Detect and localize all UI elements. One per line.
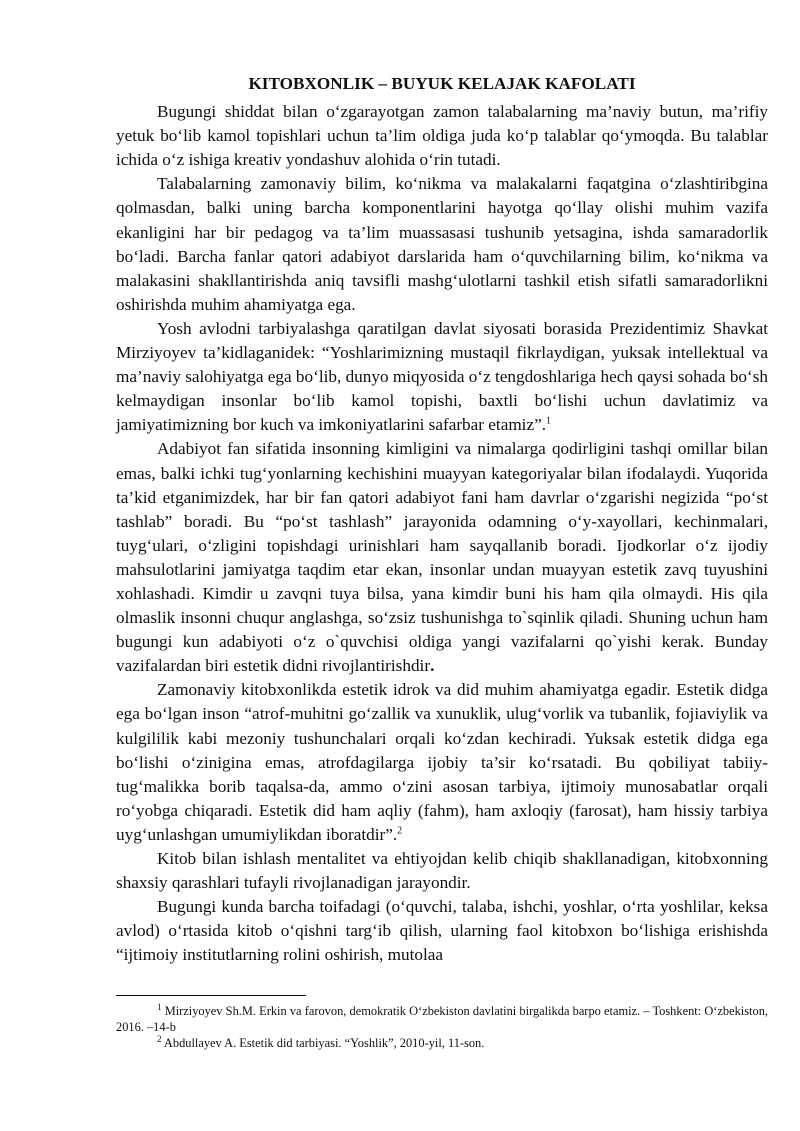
footnote: $^1$ Mirziyoyev Sh.M. Erkin va farovon, demokratik O‘zbekiston davlatini birgalikda barpo etamiz. – Toshkent: O‘zbekiston, 2016. –14-b	[116, 1001, 768, 1034]
footnotes	[116, 995, 768, 1051]
paragraph: Adabiyot fan sifatida insonning kimligini va nimalarga qodirligini tashqi omillar bilan emas, balki ichki tug‘yonlarning kechishini muayyan kategoriyalar bilan ifodalaydi. Yuqorida ta’kid etganimizdek, har bir fan qatori adabiyot fani ham davrlar o‘zgarishi negizida “po‘st tashlab” boradi. Bu “po‘st tashlash” jarayonida odamning o‘y-xayollari, kechinmalari, tuyg‘ulari, o‘zligini topishdagi urinishlari ham sayqallanib boradi. Ijodkorlar o‘z ijodiy mahsulotlarini jamiyatga taqdim etar ekan, insonlar undan muayyan estetik zavq tuyushini xohlashadi. Kimdir u zavqni tuya bilsa, yana kimdir buni his ham qila olmaydi. His qila olmaslik insonni chuqur anglashga, so‘zsiz tushunishga to`sqinlik qiladi. Shuning uchun ham bugungi kun adabiyoti o‘z o`quvchisi oldiga yangi vazifalarni qo`yishi kerak. Bunday vazifalardan biri estetik didni rivojlantirishdir.	[116, 439, 768, 676]
paragraph: Yosh avlodni tarbiyalashga qaratilgan davlat siyosati borasida Prezidentimiz Shavkat Mirziyoyev ta’kidlaganidek: “Yoshlarimizning mustaqil fikrlaydigan, yuksak intellektual va ma’naviy salohiyatga ega bo‘lib, dunyo miqyosida o‘z tengdoshlariga hech qaysi sohada bo‘sh kelmaydigan insonlar bo‘lib kamol topishi, baxtli bo‘lishi uchun davlatimiz va jamiyatimizning bor kuch va imkoniyatlarini safarbar etamiz”.$^1$	[116, 318, 769, 435]
footnote-number: 2	[157, 1033, 162, 1044]
footnote: $^2$ Abdullayev A. Estetik did tarbiyasi. “Yoshlik”, 2010-yil, 11-son.	[157, 1033, 485, 1050]
paragraph: Bugungi shiddat bilan o‘zgarayotgan zamon talabalarning ma’naviy butun, ma’rifiy yetuk bo‘lib kamol topishlari uchun ta’lim oldiga juda ko‘p talablar qo‘ymoqda. Bu talablar ichida o‘z ishiga kreativ yondashuv alohida o‘rin tutadi.	[116, 102, 768, 170]
document-body	[116, 72, 768, 967]
paragraph: Bugungi kunda barcha toifadagi (o‘quvchi, talaba, ishchi, yoshlar, o‘rta yoshlilar, keksa avlod) o‘rtasida kitob o‘qishni targ‘ib qilish, ularning faol kitobxon bo‘lishiga erishishda “ijtimoiy institutlarning rolini oshirish, mutolaa	[116, 897, 768, 965]
footnote-number: 1	[157, 1001, 162, 1012]
footnote-ref: 2	[397, 825, 403, 837]
paragraph: Kitob bilan ishlash mentalitet va ehtiyojdan kelib chiqib shakllanadigan, kitobxonning shaxsiy qarashlari tufayli rivojlanadigan jarayondir.	[116, 849, 768, 893]
document-title: KITOBXONLIK – BUYUK KELAJAK KAFOLATI	[248, 74, 636, 93]
footnote-ref: 1	[546, 415, 552, 427]
paragraph: Zamonaviy kitobxonlikda estetik idrok va did muhim ahamiyatga egadir. Estetik didga ega bo‘lgan inson “atrof-muhitni go‘zallik va xunuklik, ulug‘vorlik va tubanlik, fojiaviylik va kulgililik kabi mezoniy tushunchalari orqali ko‘zdan kechiradi. Yuksak estetik didga ega bo‘lishi o‘zinigina emas, atrofdagilarga ijobiy ta’sir ko‘rsatadi. Bu qobiliyat tabiiy-tug‘malikka borib taqalsa-da, ammo o‘zini asosan tarbiya, ijtimoiy munosabatlar orqali ro‘yobga chiqaradi. Estetik did ham aqliy (fahm), ham axloqiy (farosat), ham hissiy tarbiya uyg‘unlashgan umumiylikdan iboratdir”.$^2$	[116, 680, 768, 844]
bold-period: .	[430, 656, 435, 676]
paragraph: Talabalarning zamonaviy bilim, ko‘nikma va malakalarni faqatgina o‘zlashtiribgina qolmasdan, balki uning barcha komponentlarini hayotga qo‘llay olishi muhim vazifa ekanligini har bir pedagog va ta’lim muassasasi tushunib yetsagina, ishda samaradorlik bo‘ladi. Barcha fanlar qatori adabiyot darslarida ham o‘quvchilarning bilim, ko‘nikma va malakasini shakllantirishda aniq tavsifli mashg‘ulotlarni tashkil etish sifatli samaradorlikni oshirishda muhim ahamiyatga ega.	[116, 174, 768, 314]
footnote-divider	[116, 995, 306, 996]
